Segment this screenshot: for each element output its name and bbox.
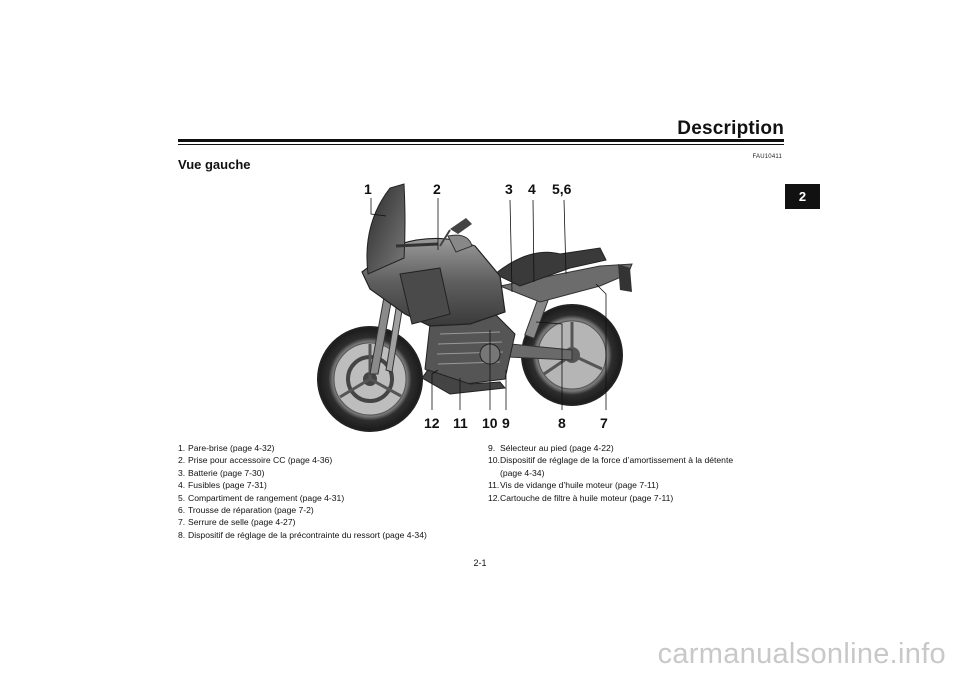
list-item: 9. Sélecteur au pied (page 4-22) bbox=[488, 443, 614, 453]
list-item: 3. Batterie (page 7-30) bbox=[178, 467, 265, 478]
header-rule-thick bbox=[178, 139, 784, 142]
callout-7: 7 bbox=[600, 415, 608, 431]
callout-1: 1 bbox=[364, 181, 372, 197]
list-item: 2. Prise pour accessoire CC (page 4-36) bbox=[178, 455, 333, 466]
callout-10: 10 bbox=[482, 415, 498, 431]
list-item: 4. Fusibles (page 7-31) bbox=[178, 480, 267, 491]
watermark-logo: carmanualsonline.info bbox=[657, 638, 946, 670]
callout-2: 2 bbox=[433, 181, 441, 197]
callout-4: 4 bbox=[528, 181, 536, 197]
reference-code: FAU10411 bbox=[752, 154, 782, 160]
callout-9: 9 bbox=[502, 415, 510, 431]
motorcycle-illustration bbox=[300, 174, 660, 436]
list-item: 12. Cartouche de filtre à huile moteur (page 7-11) bbox=[488, 492, 674, 503]
list-item: 11. Vis de vidange d’huile moteur (page 7-11) bbox=[488, 480, 659, 491]
chapter-tab[interactable]: 2 bbox=[785, 184, 820, 209]
page-number: 2-1 bbox=[473, 558, 487, 568]
header-rule-thin bbox=[178, 144, 784, 145]
section-title: Vue gauche bbox=[178, 157, 251, 172]
list-item: 8. Dispositif de réglage de la précontrainte du ressort (page 4-34) bbox=[178, 529, 427, 540]
callout-12: 12 bbox=[424, 415, 440, 431]
list-item: 6. Trousse de réparation (page 7-2) bbox=[178, 505, 314, 516]
list-item: 7. Serrure de selle (page 4-27) bbox=[178, 517, 296, 528]
list-item: 10. Dispositif de réglage de la force d’amortissement à la détente (page 4-34) bbox=[488, 455, 734, 478]
list-item: 5. Compartiment de rangement (page 4-31) bbox=[178, 492, 345, 503]
callout-3: 3 bbox=[505, 181, 513, 197]
motorcycle-left-view-image bbox=[300, 174, 660, 436]
list-item: 1. Pare-brise (page 4-32) bbox=[178, 443, 275, 453]
parts-list-left bbox=[178, 442, 478, 541]
parts-list-right bbox=[488, 442, 784, 504]
callout-8: 8 bbox=[558, 415, 566, 431]
callout-11: 11 bbox=[453, 415, 468, 431]
callout-5-6: 5,6 bbox=[552, 181, 572, 197]
page-header-title: Description bbox=[677, 118, 784, 139]
